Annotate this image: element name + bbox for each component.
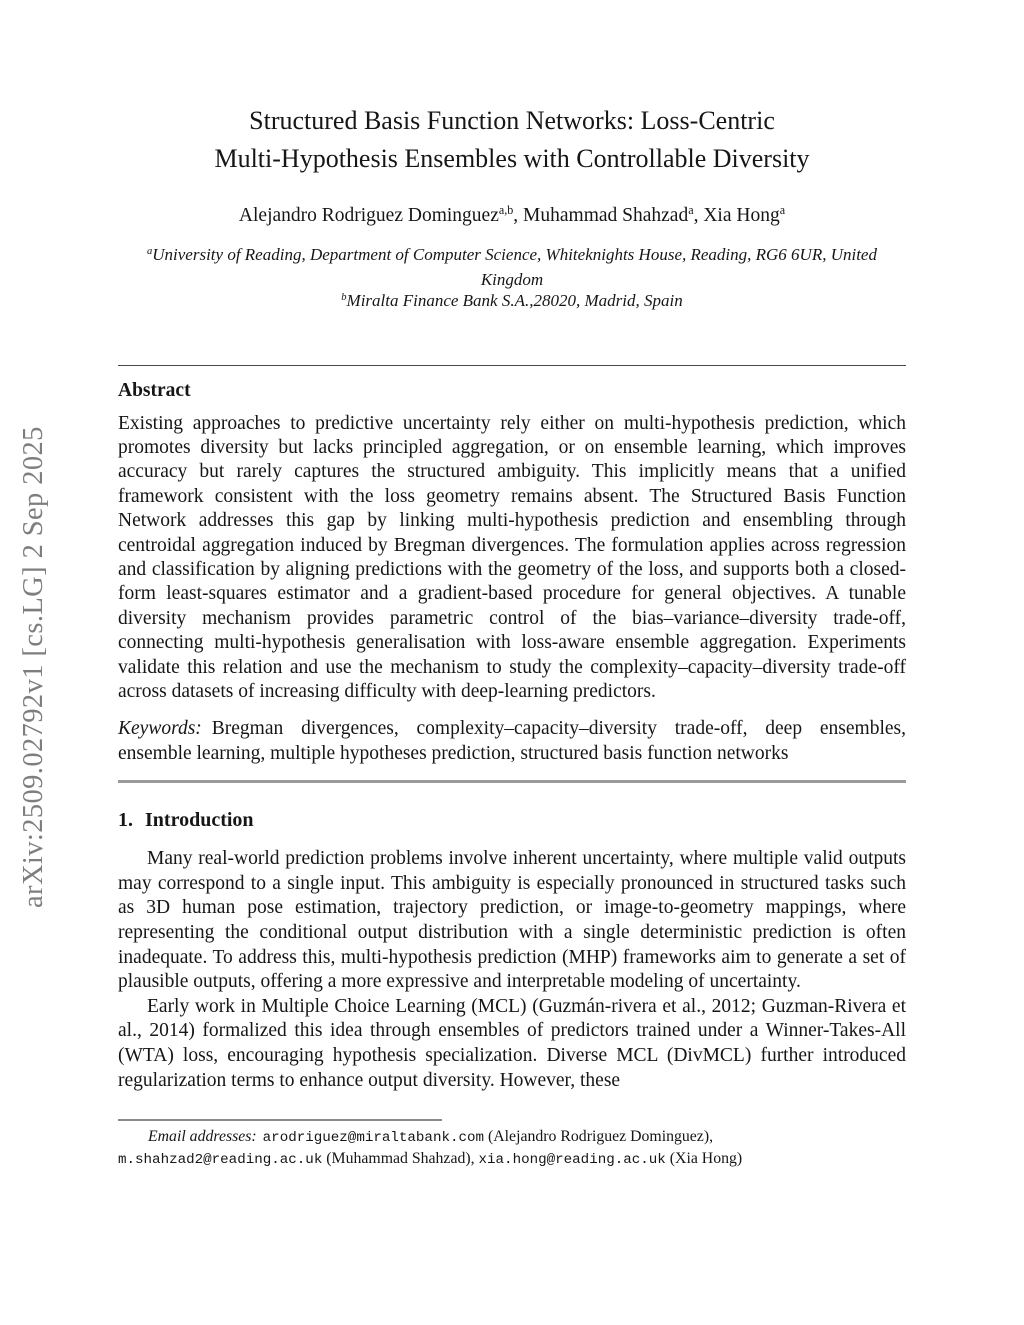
- arxiv-watermark: arXiv:2509.02792v1 [cs.LG] 2 Sep 2025: [18, 426, 49, 908]
- affiliation-marker: a: [147, 246, 153, 258]
- footnote-name: (Alejandro Rodriguez Dominguez),: [484, 1128, 714, 1146]
- keywords-text: Bregman divergences, complexity–capacity–diversity trade-off, deep ensembles, ensemble learning, multiple hypotheses prediction, structured basis function networks: [118, 718, 906, 764]
- author-affil-marker: a,b: [498, 203, 514, 218]
- affiliation-text: Miralta Finance Bank S.A.,28020, Madrid, Spain: [346, 291, 683, 310]
- author-name: Alejandro Rodriguez Dominguez: [238, 205, 499, 226]
- footnote-email: xia.hong@reading.ac.uk: [478, 1151, 666, 1168]
- footnote-name: (Muhammad Shahzad),: [322, 1149, 479, 1167]
- author-name: Muhammad Shahzad: [523, 205, 689, 226]
- author-line: [118, 205, 906, 227]
- author-affil-marker: a: [779, 203, 786, 218]
- abstract-heading: Abstract: [118, 379, 191, 401]
- abstract-top-rule: [118, 365, 906, 366]
- keywords-line: [118, 717, 906, 766]
- section-title: Introduction: [145, 809, 254, 832]
- paper-title-line2: Multi-Hypothesis Ensembles with Controllable Diversity: [214, 144, 810, 173]
- affiliation-marker: b: [341, 292, 347, 304]
- footnote-rule: [118, 1119, 442, 1121]
- author-affil-marker: a: [688, 203, 694, 218]
- section-heading-introduction: [118, 809, 906, 832]
- section-number: 1.: [118, 809, 133, 832]
- footnote-text: [118, 1127, 906, 1171]
- footnote-block: [118, 1119, 906, 1171]
- author-separator: ,: [693, 205, 704, 226]
- affiliation-text: University of Reading, Department of Computer Science, Whiteknights House, Reading, RG6 6UR, United Kingdom: [152, 245, 877, 289]
- affiliation-entry: [118, 244, 906, 290]
- footnote-name: (Xia Hong): [665, 1149, 743, 1167]
- intro-paragraph-1: Many real-world prediction problems involve inherent uncertainty, where multiple valid outputs may correspond to a single input. This ambiguity is especially pronounced in structured tasks such as 3D human pose estimation, trajectory prediction, or image-to-geometry mappings, where representing the conditional output distribution with a single deterministic prediction is often inadequate. To address this, multi-hypothesis prediction (MHP) frameworks aim to generate a set of plausible outputs, offering a more expressive and interpretable modeling of uncertainty.: [118, 848, 906, 993]
- author-name: Xia Hong: [703, 205, 780, 226]
- author-separator: ,: [513, 205, 524, 226]
- footnote-label: Email addresses:: [148, 1128, 257, 1146]
- footnote-email: arodriguez@miraltabank.com: [262, 1130, 485, 1147]
- section-divider-rule: [118, 780, 906, 783]
- paper-title-line1: Structured Basis Function Networks: Loss-Centric: [249, 106, 775, 135]
- keywords-label: Keywords:: [118, 718, 202, 740]
- paper-content: [118, 0, 906, 1171]
- footnote-email: m.shahzad2@reading.ac.uk: [118, 1151, 323, 1168]
- affiliations: [118, 244, 906, 315]
- abstract-text: Existing approaches to predictive uncertainty rely either on multi-hypothesis prediction, which promotes diversity but lacks principled aggregation, or on ensemble learning, which improves accuracy but rarely captures the structured ambiguity. This implicitly means that a unified framework consistent with the loss geometry remains absent. The Structured Basis Function Network addresses this gap by linking multi-hypothesis prediction and ensembling through centroidal aggregation induced by Bregman divergences. The formulation applies across regression and classification by aligning predictions with the geometry of the loss, and supports both a closed-form least-squares estimator and a gradient-based procedure for general objectives. A tunable diversity mechanism provides parametric control of the bias–variance–diversity trade-off, connecting multi-hypothesis generalisation with loss-aware ensemble aggregation. Experiments validate this relation and use the mechanism to study the complexity–capacity–diversity trade-off across datasets of increasing difficulty with deep-learning predictors.: [118, 412, 906, 702]
- affiliation-entry: [118, 290, 906, 315]
- paper-title: [118, 0, 906, 178]
- intro-paragraph-2: Early work in Multiple Choice Learning (MCL) (Guzmán-rivera et al., 2012; Guzman-Rivera et al., 2014) formalized this idea through ensembles of predictors trained under a Winner-Takes-All (WTA) loss, encouraging hypothesis specialization. Diverse MCL (DivMCL) further introduced regularization terms to enhance output diversity. However, these: [118, 995, 906, 1091]
